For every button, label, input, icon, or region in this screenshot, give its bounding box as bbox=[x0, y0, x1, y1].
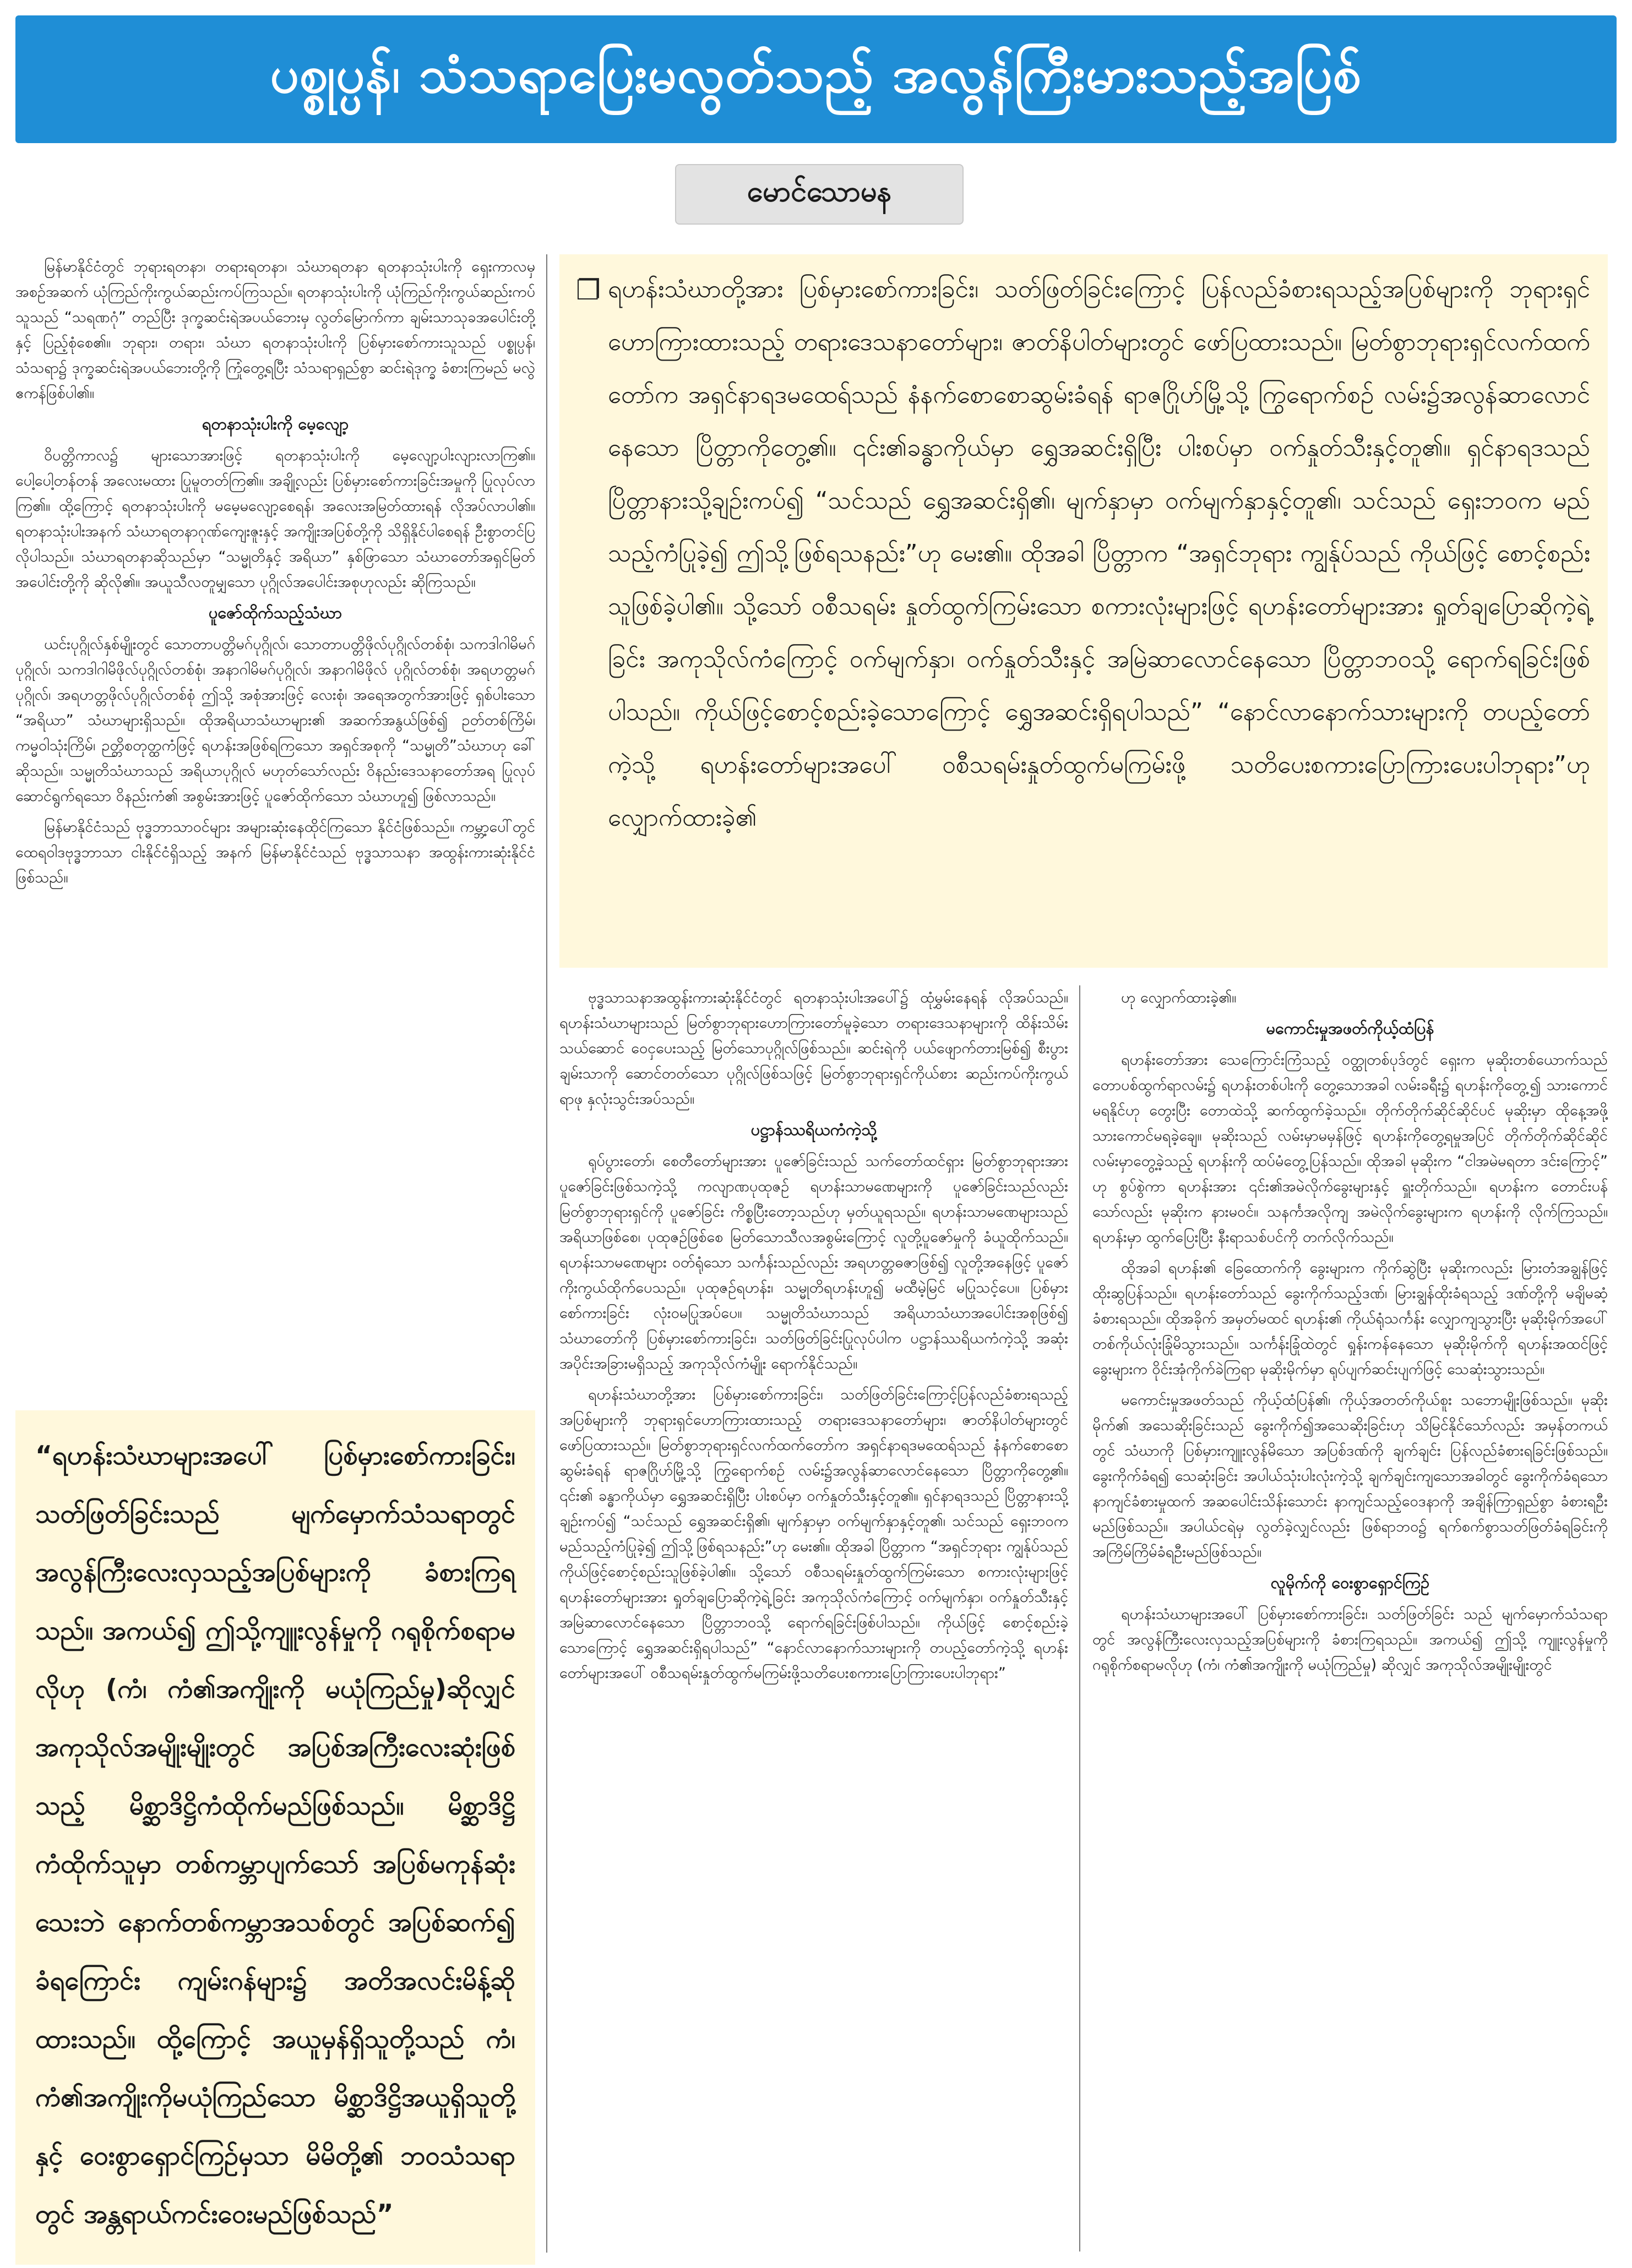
column-divider bbox=[546, 254, 547, 2253]
body-paragraph: ရုပ်ပွားတော်၊ စေတီတော်များအား ပူဇော်ခြင်းသည် သက်တော်ထင်ရှား မြတ်စွာဘုရားအား ပူဇော်ခြင်းဖြစ်သကဲ့သို့ ကလျာဏပုထုဇဉ် ရဟန်းသာမဏေများကို ပူဇော်ခြင်းသည်လည်း မြတ်စွာဘုရားရှင်ကို ပူဇော်ခြင်း ကိစ္စပြီးတော့သည်ဟု မှတ်ယူရသည်။ ရဟန်းသာမဏေများသည် အရိယာဖြစ်စေ၊ ပုထုဇဉ်ဖြစ်စေ မြတ်သောသီလအစွမ်းကြောင့် လူတို့ပူဇော်မှုကို ခံယူထိုက်သည်။ ရဟန်းသာမဏေများ ဝတ်ရုံသော သင်္ကန်းသည်လည်း အရဟတ္တဓဇာဖြစ်၍ လူတို့အနေဖြင့် ပူဇော်ကိုးကွယ်ထိုက်ပေသည်။ ပုထုဇဉ်ရဟန်း၊ သမ္မုတိရဟန်းဟူ၍ မထီမဲ့မြင် မပြုသင့်ပေ။ ပြစ်မှားစော်ကားခြင်း လုံးဝမပြုအပ်ပေ။ သမ္မုတိသံဃာသည် အရိယာသံဃာအပေါင်းအစုဖြစ်၍ သံဃာတော်ကို ပြစ်မှားစော်ကားခြင်း၊ သတ်ဖြတ်ခြင်းပြုလုပ်ပါက ပဋ္ဌာန်ဿရိယကံကဲ့သို့ အဆုံးအပိုင်းအခြားမရှိသည့် အကုသိုလ်ကံမျိုး ရောက်နိုင်သည်။ bbox=[559, 1153, 1068, 1372]
lead-highlight-box bbox=[559, 254, 1608, 968]
checkbox-bullet-icon: ❐ bbox=[576, 274, 601, 306]
section-heading: ပူဇော်ထိုက်သည့်သံဃာ bbox=[208, 603, 342, 622]
column-left bbox=[15, 254, 535, 1399]
section-heading: ပဋ္ဌာန်ဿရိယကံကဲ့သို့ bbox=[750, 1120, 877, 1139]
body-paragraph: ဝိပတ္တိကာလ၌ များသောအားဖြင့် ရတနာသုံးပါးကို မေ့လျော့ပါးလျားလာကြ၏။ ပေါ့ပေါ့တန်တန် အလေးမထား ပြုမူတတ်ကြ၏။ အချို့လည်း ပြစ်မှားစော်ကားခြင်းအမှုကို ပြုလုပ်လာကြ၏။ ထို့ကြောင့် ရတနာသုံးပါးကို မမေ့မလျော့စေရန်၊ အလေးအမြတ်ထားရန် လိုအပ်လာပါ၏။ ရတနာသုံးပါးအနက် သံဃာရတနာဂုဏ်ကျေးဇူးနှင့် အကျိုးအပြစ်တို့ကို သိရှိနိုင်ပါစေရန် ဦးစွာတင်ပြလိုပါသည်။ သံဃာရတနာဆိုသည်မှာ “သမ္မုတိနှင့် အရိယာ” နှစ်ဖြာသော သံဃာတော်အရှင်မြတ်အပေါင်းတို့ကို ဆိုလို၏။ အယူသီလတူမျှသော ပုဂ္ဂိုလ်အပေါင်းအစုဟုလည်း ဆိုကြသည်။ bbox=[15, 447, 535, 591]
pull-quote-text: “ရဟန်းသံဃာများအပေါ် ပြစ်မှားစော်ကားခြင်း၊ သတ်ဖြတ်ခြင်းသည် မျက်မှောက်သံသရာတွင် အလွန်ကြီးလေးလှသည့်အပြစ်များကို ခံစားကြရသည်။ အကယ်၍ ဤသို့ကျူးလွန်မှုကို ဂရုစိုက်စရာမလိုဟု (ကံ၊ ကံ၏အကျိုးကို မယုံကြည်မှု)ဆိုလျှင် အကုသိုလ်အမျိုးမျိုးတွင် အပြစ်အကြီးလေးဆုံးဖြစ်သည့် မိစ္ဆာဒိဋ္ဌိကံထိုက်မည်ဖြစ်သည်။ မိစ္ဆာဒိဋ္ဌိကံထိုက်သူမှာ တစ်ကမ္ဘာပျက်သော် အပြစ်မကုန်ဆုံးသေးဘဲ နောက်တစ်ကမ္ဘာအသစ်တွင် အပြစ်ဆက်၍ ခံရကြောင်း ကျမ်းဂန်များ၌ အတိအလင်းမိန့်ဆိုထားသည်။ ထို့ကြောင့် အယူမှန်ရှိသူတို့သည် ကံ၊ ကံ၏အကျိုးကိုမယုံကြည်သော မိစ္ဆာဒိဋ္ဌိအယူရှိသူတို့နှင့် ဝေးစွာရှောင်ကြဉ်မှသာ မိမိတို့၏ ဘဝသံသရာတွင် အန္တရာယ်ကင်းဝေးမည်ဖြစ်သည်” bbox=[35, 1441, 515, 2229]
body-paragraph: ဗုဒ္ဓသာသနာအထွန်းကားဆုံးနိုင်ငံတွင် ရတနာသုံးပါးအပေါ်၌ ထုံမွှမ်းနေရန် လိုအပ်သည်။ ရဟန်းသံဃာများသည် မြတ်စွာဘုရားဟောကြားတော်မူခဲ့သော တရားဒေသနာများကို ထိန်းသိမ်းသယ်ဆောင် ဝေငှပေးသည့် မြတ်သောပုဂ္ဂိုလ်ဖြစ်သည်။ ဆင်းရဲကို ပယ်ဖျောက်တားမြစ်၍ စီးပွားချမ်းသာကို ဆောင်တတ်သော ပုဂ္ဂိုလ်ဖြစ်သဖြင့် မြတ်စွာဘုရားရှင်ကိုယ်စား ဆည်းကပ်ကိုးကွယ်ရာဖု နှလုံးသွင်းအပ်သည်။ bbox=[559, 989, 1068, 1108]
column-middle bbox=[559, 985, 1068, 2257]
body-paragraph: မြန်မာနိုင်ငံတွင် ဘုရားရတနာ၊ တရားရတနာ၊ သံဃာရတနာ ရတနာသုံးပါးကို ရှေးကာလမှ အစဉ်အဆက် ယုံကြည်ကိုးကွယ်ဆည်းကပ်ကြသည်။ ရတနာသုံးပါးကို ယုံကြည်ကိုးကွယ်ဆည်းကပ်သူသည် “သရဏဂုံ” တည်ပြီး ဒုက္ခဆင်းရဲအပယ်ဘေးမှ လွတ်မြောက်ကာ ချမ်းသာသုခအပေါင်းတို့နှင့် ပြည့်စုံစေ၏။ ဘုရား၊ တရား၊ သံဃာ ရတနာသုံးပါးကို ပြစ်မှားစော်ကားသူသည် ပစ္စုပ္ပန်၊ သံသရာ၌ ဒုက္ခဆင်းရဲအပယ်ဘေးတို့ကို ကြုံတွေ့ရပြီး သံသရာရှည်စွာ ဆင်းရဲဒုက္ခ ခံစားကြမည် မလွဲဧကန်ဖြစ်ပါ၏။ bbox=[15, 258, 535, 402]
author-byline: မောင်သောမန bbox=[675, 164, 964, 225]
section-heading: ရတနာသုံးပါးကို မေ့လျော့ bbox=[202, 415, 349, 433]
body-paragraph: မြန်မာနိုင်ငံသည် ဗုဒ္ဓဘာသာဝင်များ အများဆုံးနေထိုင်ကြသော နိုင်ငံဖြစ်သည်။ ကမ္ဘာ့ပေါ်တွင် ထေရဝါဒဗုဒ္ဓဘာသာ ငါးနိုင်ငံရှိသည့် အနက် မြန်မာနိုင်ငံသည် ဗုဒ္ဓသာသနာ အထွန်းကားဆုံးနိုင်ငံဖြစ်သည်။ bbox=[15, 819, 535, 886]
section-heading: မကောင်းမှုအဖတ်ကိုယ့်ထံပြန် bbox=[1266, 1019, 1434, 1038]
column-divider bbox=[1079, 985, 1080, 2251]
body-paragraph: ယင်းပုဂ္ဂိုလ်နှစ်မျိုးတွင် သောတာပတ္တိမဂ်ပုဂ္ဂိုလ်၊ သောတာပတ္တိဖိုလ်ပုဂ္ဂိုလ်တစ်စုံ၊ သကဒါဂါမိမဂ်ပုဂ္ဂိုလ်၊ သကဒါဂါမိဖိုလ်ပုဂ္ဂိုလ်တစ်စုံ၊ အနာဂါမိမဂ်ပုဂ္ဂိုလ်၊ အနာဂါမိဖိုလ် ပုဂ္ဂိုလ်တစ်စုံ၊ အရဟတ္တမဂ်ပုဂ္ဂိုလ်၊ အရဟတ္တဖိုလ်ပုဂ္ဂိုလ်တစ်စုံ ဤသို့ အစုံအားဖြင့် လေးစုံ၊ အရေအတွက်အားဖြင့် ရှစ်ပါးသော “အရိယာ” သံဃာများရှိသည်။ ထိုအရိယာသံဃာများ၏ အဆက်အနွယ်ဖြစ်၍ ဉတ်တစ်ကြိမ်၊ ကမ္မဝါသုံးကြိမ်၊ ဉတ္တိစတုတ္ထကံဖြင့် ရဟန်းအဖြစ်ရကြသော အရှင်အစုကို “သမ္မုတိ”သံဃာဟု ခေါ်ဆိုသည်။ သမ္မုတိသံဃာသည် အရိယာပုဂ္ဂိုလ် မဟုတ်သော်လည်း ဝိနည်းဒေသနာတော်အရ ပြုလုပ်ဆောင်ရွက်ရသော ဝိနည်းကံ၏ အစွမ်းအားဖြင့် ပူဇော်ထိုက်သော သံဃာဟူ၍ ဖြစ်လာသည်။ bbox=[15, 636, 535, 805]
pull-quote-box bbox=[15, 1410, 535, 2265]
section-heading: လူမိုက်ကို ဝေးစွာရှောင်ကြဉ် bbox=[1270, 1573, 1430, 1592]
lead-text: ရဟန်းသံဃာတို့အား ပြစ်မှားစော်ကားခြင်း၊ သတ်ဖြတ်ခြင်းကြောင့် ပြန်လည်ခံစားရသည့်အပြစ်များကို ဘုရားရှင်ဟောကြားထားသည့် တရားဒေသနာတော်များ၊ ဇာတ်နိပါတ်များတွင် ဖော်ပြထားသည်။ မြတ်စွာဘုရားရှင်လက်ထက်တော်က အရှင်နာရဒမထေရ်သည် နံနက်စောစောဆွမ်းခံရန် ရာဇဂြိုဟ်မြို့သို့ ကြွရောက်စဉ် လမ်း၌အလွန်ဆာလောင်နေသော ပြိတ္တာကိုတွေ့၏။ ၎င်း၏ခန္ဓာကိုယ်မှာ ရွှေအဆင်းရှိပြီး ပါးစပ်မှာ ဝက်နှုတ်သီးနှင့်တူ၏။ ရှင်နာရဒသည် ပြိတ္တာနားသို့ချဉ်းကပ်၍ “သင်သည် ရွှေအဆင်းရှိ၏၊ မျက်နှာမှာ ဝက်မျက်နှာနှင့်တူ၏၊ သင်သည် ရှေးဘဝက မည်သည့်ကံပြုခဲ့၍ ဤသို့ဖြစ်ရသနည်း”ဟု မေး၏။ ထိုအခါ ပြိတ္တာက “အရှင်ဘုရား ကျွန်ုပ်သည် ကိုယ်ဖြင့် စောင့်စည်းသူဖြစ်ခဲ့ပါ၏။ သို့သော် ဝစီသရမ်း နှုတ်ထွက်ကြမ်းသော စကားလုံးများဖြင့် ရဟန်းတော်များအား ရှုတ်ချပြောဆိုကဲ့ရဲ့ခြင်း အကုသိုလ်ကံကြောင့် ဝက်မျက်နှာ၊ ဝက်နှုတ်သီးနှင့် အမြဲဆာလောင်နေသော ပြိတ္တာဘဝသို့ ရောက်ရခြင်းဖြစ်ပါသည်။ ကိုယ်ဖြင့်စောင့်စည်းခဲ့သောကြောင့် ရွှေအဆင်းရှိရပါသည်” “နောင်လာနောက်သားများကို တပည့်တော်ကဲ့သို့ ရဟန်းတော်များအပေါ် ဝစီသရမ်းနှုတ်ထွက်မကြမ်းဖို့ သတိပေးစကားပြောကြားပေးပါဘုရား”ဟု လျှောက်ထားခဲ့၏ bbox=[608, 275, 1590, 832]
body-paragraph: ရဟန်းတော်အား သေကြောင်းကြံသည့် ဝတ္ထုတစ်ပုဒ်တွင် ရှေးက မုဆိုးတစ်ယောက်သည် တောပစ်ထွက်ရာလမ်း၌ ရဟန်းတစ်ပါးကို တွေ့သောအခါ လမ်းခရီး၌ ရဟန်းကိုတွေ့၍ သားကောင်မရနိုင်ဟု တွေးပြီး တောထဲသို့ ဆက်ထွက်ခဲ့သည်။ တိုက်တိုက်ဆိုင်ဆိုင်ပင် မုဆိုးမှာ ထိုနေ့အဖို့ သားကောင်မရခဲ့ချေ။ မုဆိုးသည် လမ်းမှာမမှန်ဖြင့် ရဟန်းကိုတွေ့ရမှုအပြင် တိုက်တိုက်ဆိုင်ဆိုင် လမ်းမှာတွေ့ခဲ့သည့် ရဟန်းကို ထပ်မံတွေ့ပြန်သည်။ ထိုအခါ မုဆိုးက “ငါအမဲမရတာ ဒင်းကြောင့်” ဟု စွပ်စွဲကာ ရဟန်းအား ၎င်း၏အမဲလိုက်ခွေးများနှင့် ရှူးတိုက်သည်။ ရဟန်းက တောင်းပန်သော်လည်း မုဆိုးက နားမဝင်။ သနင်္ကအလိုကျ အမဲလိုက်ခွေးများက ရဟန်းကို လိုက်ကြသည်။ ရဟန်းမှာ ထွက်ပြေးပြီး နီးရာသစ်ပင်ကို တက်လိုက်သည်။ bbox=[1092, 1051, 1608, 1246]
body-paragraph: မကောင်းမှုအဖတ်သည် ကိုယ့်ထံပြန်၏၊ ကိုယ့်အတတ်ကိုယ်စူး သဘောမျိုးဖြစ်သည်။ မုဆိုးမိုက်၏ အသေဆိုးခြင်းသည် ခွေးကိုက်၍အသေဆိုးခြင်းဟု သိမြင်နိုင်သော်လည်း အမှန်တကယ်တွင် သံဃာကို ပြစ်မှားကျူးလွန်မိသော အပြစ်ဒဏ်ကို ချက်ချင်း ပြန်လည်ခံစားရခြင်းဖြစ်သည်။ ခွေးကိုက်ခံရ၍ သေဆုံးခြင်း အပါယ်သုံးပါးလုံးကဲ့သို့ ချက်ချင်းကျသောအခါတွင် ခွေးကိုက်ခံရသော နာကျင်ခံစားမှုထက် အဆပေါင်းသိန်းသောင်း နာကျင်သည့်ဝေဒနာကို အချိန်ကြာရှည်စွာ ခံစားရဦးမည်ဖြစ်သည်။ အပါယ်ငရဲမှ လွတ်ခဲ့လျှင်လည်း ဖြစ်ရာဘဝ၌ ရက်စက်စွာသတ်ဖြတ်ခံရခြင်းကို အကြိမ်ကြိမ်ခံရဦးမည်ဖြစ်သည်။ bbox=[1092, 1392, 1608, 1561]
body-paragraph: ရဟန်းသံဃာတို့အား ပြစ်မှားစော်ကားခြင်း၊ သတ်ဖြတ်ခြင်းကြောင့်ပြန်လည်ခံစားရသည့်အပြစ်များကို ဘုရားရှင်ဟောကြားထားသည့် တရားဒေသနာတော်များ၊ ဇာတ်နိပါတ်များတွင် ဖော်ပြထားသည်။ မြတ်စွာဘုရားရှင်လက်ထက်တော်က အရှင်နာရဒမထေရ်သည် နံနက်စောစောဆွမ်းခံရန် ရာဇဂြိုဟ်မြို့သို့ ကြွရောက်စဉ် လမ်း၌အလွန်ဆာလောင်နေသော ပြိတ္တာကိုတွေ့၏။ ၎င်း၏ ခန္ဓာကိုယ်မှာ ရွှေအဆင်းရှိပြီး ပါးစပ်မှာ ဝက်နှုတ်သီးနှင့်တူ၏။ ရှင်နာရဒသည် ပြိတ္တာနားသို့ချဉ်းကပ်၍ “သင်သည် ရွှေအဆင်းရှိ၏၊ မျက်နှာမှာ ဝက်မျက်နှာနှင့်တူ၏၊ သင်သည် ရှေးဘဝက မည်သည့်ကံပြုခဲ့၍ ဤသို့ဖြစ်ရသနည်း”ဟု မေး၏။ ထိုအခါ ပြိတ္တာက “အရှင်ဘုရား ကျွန်ုပ်သည် ကိုယ်ဖြင့်စောင့်စည်းသူဖြစ်ခဲ့ပါ၏။ သို့သော် ဝစီသရမ်းနှုတ်ထွက်ကြမ်းသော စကားလုံးများဖြင့် ရဟန်းတော်များအား ရှုတ်ချပြောဆိုကဲ့ရဲ့ခြင်း အကုသိုလ်ကံကြောင့် ဝက်မျက်နှာ၊ ဝက်နှုတ်သီးနှင့် အမြဲဆာလောင်နေသော ပြိတ္တာဘဝသို့ ရောက်ရခြင်းဖြစ်ပါသည်။ ကိုယ်ဖြင့် စောင့်စည်းခဲ့သောကြောင့် ရွှေအဆင်းရှိရပါသည်” “နောင်လာနောက်သားများကို တပည့်တော်ကဲ့သို့ ရဟန်းတော်များအပေါ် ဝစီသရမ်းနှုတ်ထွက်မကြမ်းဖို့သတိပေးစကားပြောကြားပေးပါဘုရား” bbox=[559, 1386, 1068, 1682]
headline-banner bbox=[15, 15, 1617, 143]
body-paragraph: ထိုအခါ ရဟန်း၏ ခြေထောက်ကို ခွေးများက ကိုက်ဆွဲပြီး မုဆိုးကလည်း မြားတံအချွန်ဖြင့် ထိုးဆွပြန်သည်။ ရဟန်းတော်သည် ခွေးကိုက်သည့်ဒဏ်၊ မြားချွန်ထိုးခံရသည့် ဒဏ်တို့ကို မချိမဆံ့ ခံစားရသည်။ ထိုအခိုက် အမှတ်မထင် ရဟန်း၏ ကိုယ်ရုံသင်္ကန်း လျှောကျသွားပြီး မုဆိုးမိုက်အပေါ် တစ်ကိုယ်လုံးခြုံမိသွားသည်။ သင်္ကန်းခြုံထဲတွင် ရှုန်းကန်နေသော မုဆိုးမိုက်ကို ရဟန်းအထင်ဖြင့် ခွေးများက ဝိုင်းအုံကိုက်ခဲကြရာ မုဆိုးမိုက်မှာ ရုပ်ပျက်ဆင်းပျက်ဖြင့် သေဆုံးသွားသည်။ bbox=[1092, 1260, 1608, 1378]
body-paragraph: ဟု လျှောက်ထားခဲ့၏။ bbox=[1121, 989, 1237, 1006]
column-right bbox=[1092, 985, 1608, 2257]
body-paragraph: ရဟန်းသံဃာများအပေါ် ပြစ်မှားစော်ကားခြင်း၊ သတ်ဖြတ်ခြင်း သည် မျက်မှောက်သံသရာတွင် အလွန်ကြီးလေးလှသည့်အပြစ်များကို ခံစားကြရသည်။ အကယ်၍ ဤသို့ ကျူးလွန်မှုကို ဂရုစိုက်စရာမလိုဟု (ကံ၊ ကံ၏အကျိုးကို မယုံကြည်မှု) ဆိုလျှင် အကုသိုလ်အမျိုးမျိုးတွင် bbox=[1092, 1606, 1608, 1673]
article-title: ပစ္စုပ္ပန်၊ သံသရာပြေးမလွတ်သည့် အလွန်ကြီးမားသည့်အပြစ် bbox=[270, 45, 1362, 104]
